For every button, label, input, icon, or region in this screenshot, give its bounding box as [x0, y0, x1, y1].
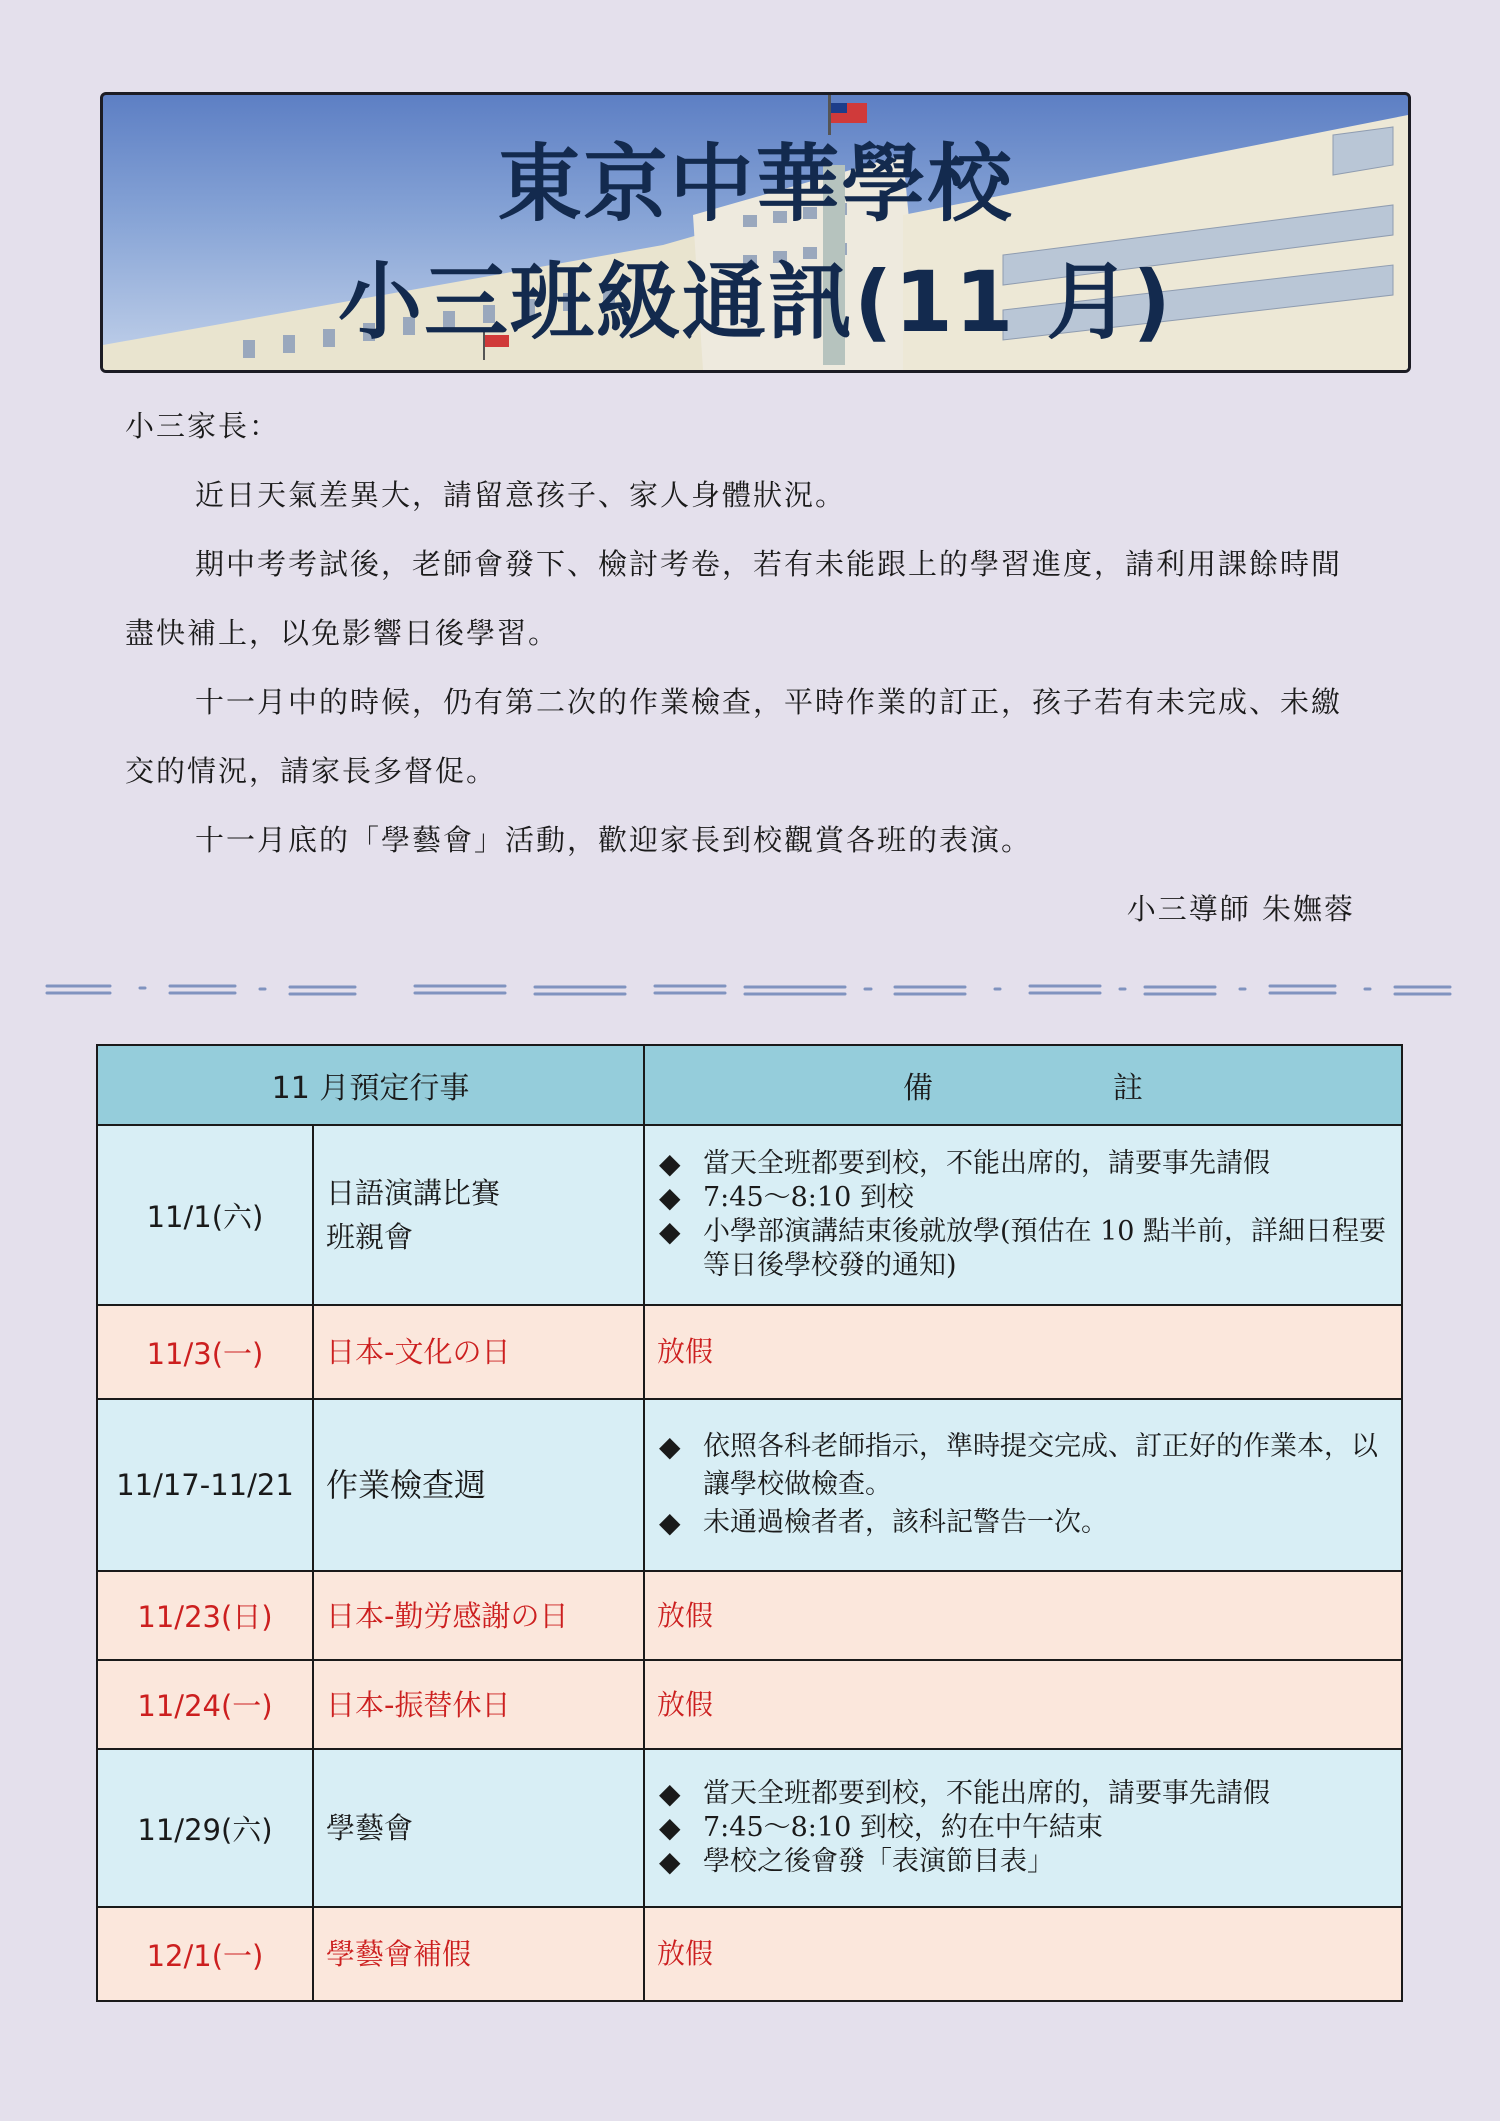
row-date: 11/3(一) [97, 1305, 313, 1399]
header-note-right: 註 [1113, 1071, 1143, 1106]
table-header-row [97, 1045, 1402, 1125]
row-events: 日本-文化の日 [313, 1305, 644, 1399]
row-date: 11/29(六) [97, 1749, 313, 1907]
newsletter-banner [100, 92, 1411, 373]
schedule-table [96, 1044, 1403, 2002]
row-notes [644, 1125, 1402, 1305]
table-row [97, 1305, 1402, 1399]
table-row [97, 1399, 1402, 1571]
school-name: 東京中華學校 [497, 135, 1014, 233]
row-events: 作業檢查週 [313, 1399, 644, 1571]
table-row [97, 1749, 1402, 1907]
decorative-divider [45, 978, 1455, 1002]
row-notes [644, 1399, 1402, 1571]
header-events: 11 月預定行事 [97, 1045, 644, 1125]
note-item: ◆ 當天全班都要到校，不能出席的，請要事先請假 [657, 1147, 1389, 1181]
letter-body [125, 392, 1355, 944]
header-note-left: 備 [903, 1071, 933, 1106]
table-row [97, 1907, 1402, 2001]
row-notes: 放假 [644, 1907, 1402, 2001]
row-events [313, 1125, 644, 1305]
letter-signature: 小三導師 朱嫵蓉 [1126, 892, 1355, 926]
row-date: 11/17-11/21 [97, 1399, 313, 1571]
row-notes: 放假 [644, 1571, 1402, 1660]
header-notes [644, 1045, 1402, 1125]
row-events: 日本-振替休日 [313, 1660, 644, 1749]
note-item: ◆ 學校之後會發「表演節目表」 [657, 1845, 1389, 1879]
letter-paragraph: 期中考考試後，老師會發下、檢討考卷，若有未能跟上的學習進度，請利用課餘時間盡快補上，以免影響日後學習。 [125, 547, 1343, 650]
row-date: 11/23(日) [97, 1571, 313, 1660]
note-item: ◆ 當天全班都要到校，不能出席的，請要事先請假 [657, 1777, 1389, 1811]
row-notes: 放假 [644, 1305, 1402, 1399]
row-date: 12/1(一) [97, 1907, 313, 2001]
note-item: ◆ 7:45～8:10 到校，約在中午結束 [657, 1811, 1389, 1845]
row-events: 日本-勤労感謝の日 [313, 1571, 644, 1660]
row-notes [644, 1749, 1402, 1907]
note-item: ◆ 依照各科老師指示，準時提交完成、訂正好的作業本，以讓學校做檢查。 [657, 1428, 1389, 1504]
note-item: ◆ 未通過檢者者，該科記警告一次。 [657, 1504, 1389, 1542]
note-item: ◆ 小學部演講結束後就放學(預估在 10 點半前，詳細日程要等日後學校發的通知) [657, 1215, 1389, 1283]
letter-paragraph: 十一月底的「學藝會」活動，歡迎家長到校觀賞各班的表演。 [195, 823, 1033, 857]
row-date: 11/1(六) [97, 1125, 313, 1305]
event-item: 日語演講比賽 [326, 1176, 501, 1210]
letter-greeting: 小三家長： [125, 409, 281, 443]
row-notes: 放假 [644, 1660, 1402, 1749]
newsletter-title: 小三班級通訊(11 月) [338, 253, 1173, 351]
event-item: 班親會 [326, 1220, 414, 1254]
table-row [97, 1571, 1402, 1660]
table-row [97, 1660, 1402, 1749]
row-events: 學藝會 [313, 1749, 644, 1907]
note-item: ◆ 7:45～8:10 到校 [657, 1181, 1389, 1215]
letter-paragraph: 近日天氣差異大，請留意孩子、家人身體狀況。 [195, 478, 847, 512]
letter-paragraph: 十一月中的時候，仍有第二次的作業檢查，平時作業的訂正，孩子若有未完成、未繳交的情況，請家長多督促。 [125, 685, 1343, 788]
row-date: 11/24(一) [97, 1660, 313, 1749]
table-row [97, 1125, 1402, 1305]
row-events: 學藝會補假 [313, 1907, 644, 2001]
